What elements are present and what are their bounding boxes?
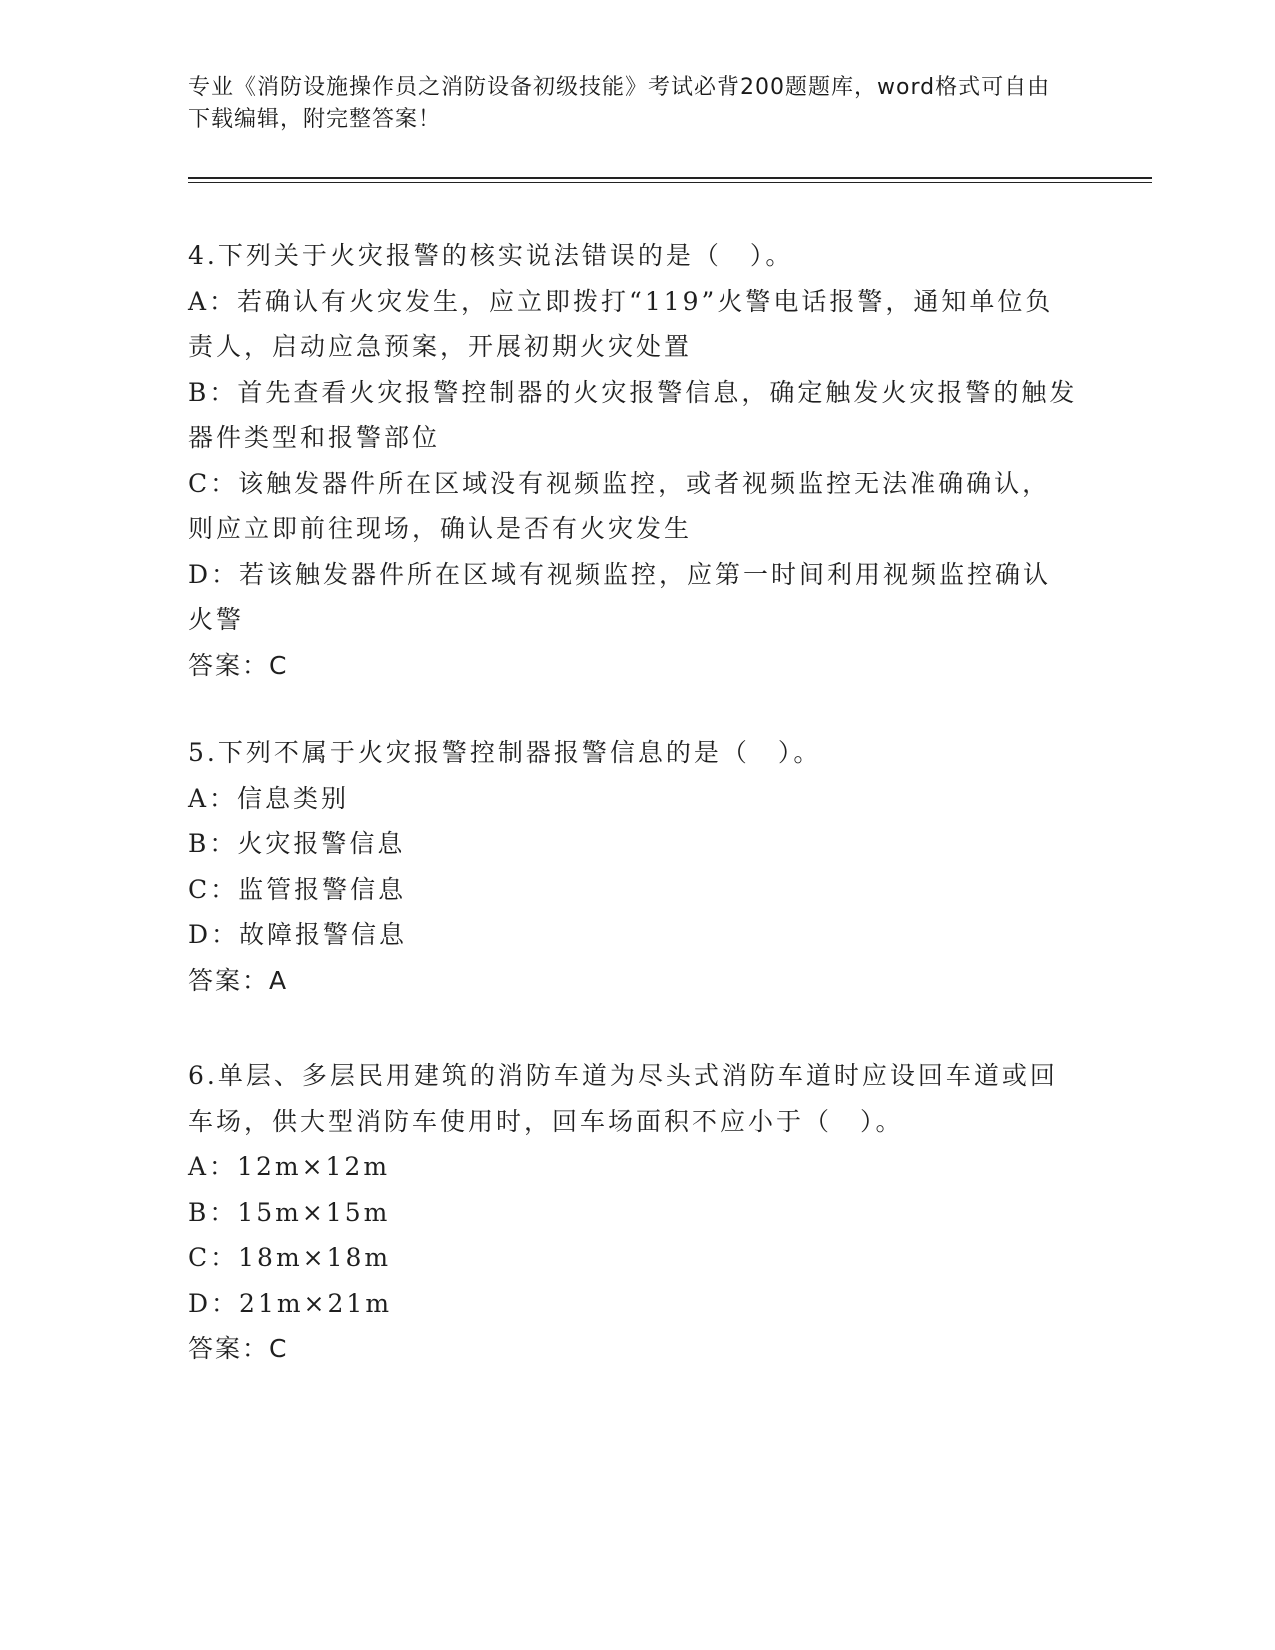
- option-c: C：18m×18m: [188, 1243, 392, 1272]
- document-header: 专业《消防设施操作员之消防设备初级技能》考试必背200题题库，word格式可自由下载编辑，附完整答案！: [188, 75, 1051, 132]
- answer: 答案：A: [188, 965, 289, 995]
- question-stem: 5.下列不属于火灾报警控制器报警信息的是（ ）。: [188, 738, 822, 767]
- header-divider: [188, 177, 1152, 179]
- question-4: [188, 233, 1078, 688]
- option-c: C：该触发器件所在区域没有视频监控，或者视频监控无法准确确认，则应立即前往现场，确认是否有火灾发生: [188, 468, 1051, 543]
- question-stem: 4.下列关于火灾报警的核实说法错误的是（ ）。: [188, 241, 794, 270]
- option-b: B：首先查看火灾报警控制器的火灾报警信息，确定触发火灾报警的触发器件类型和报警部位: [188, 377, 1078, 452]
- option-d: D：21m×21m: [188, 1288, 393, 1318]
- option-c: C：监管报警信息: [188, 874, 407, 904]
- option-a: A：信息类别: [188, 783, 350, 813]
- option-d: D：故障报警信息: [188, 920, 408, 949]
- header-divider-thin: [188, 182, 1152, 183]
- option-d: D：若该触发器件所在区域有视频监控，应第一时间利用视频监控确认火警: [188, 559, 1052, 634]
- option-b: B：15m×15m: [188, 1197, 391, 1227]
- question-stem: 6.单层、多层民用建筑的消防车道为尽头式消防车道时应设回车道或回车场，供大型消防车使用时，回车场面积不应小于（ ）。: [188, 1061, 1058, 1136]
- answer: 答案：C: [188, 1334, 289, 1363]
- option-a: A：12m×12m: [188, 1152, 391, 1181]
- question-5: [188, 730, 1078, 1003]
- answer: 答案：C: [188, 650, 289, 680]
- question-6: [188, 1053, 1078, 1372]
- option-a: A：若确认有火灾发生，应立即拨打“119”火警电话报警，通知单位负责人，启动应急预案，开展初期火灾处置: [188, 286, 1054, 361]
- option-b: B：火灾报警信息: [188, 829, 406, 858]
